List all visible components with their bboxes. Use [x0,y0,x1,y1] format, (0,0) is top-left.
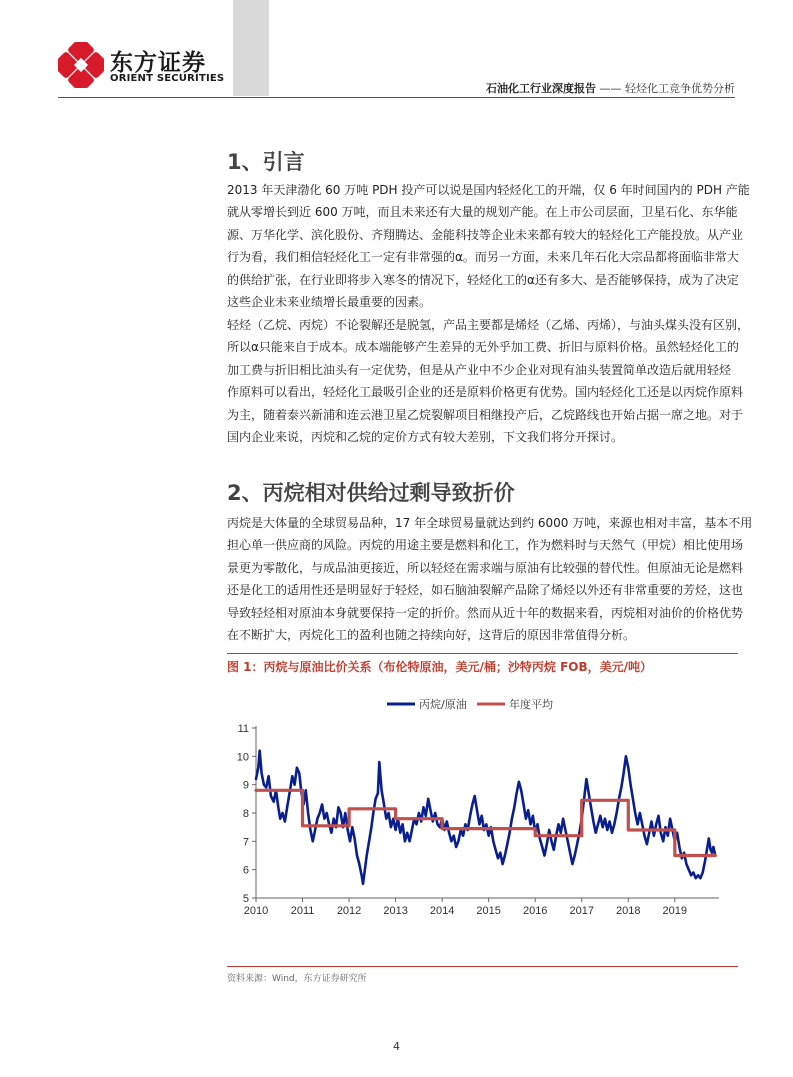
text-line: 就从零增长到近 600 万吨，而且未来还有大量的规划产能。在上市公司层面，卫星石化、东华能 [227,205,738,220]
y-tick-label: 7 [242,836,249,849]
text-line: 所以α只能来自于成本。成本端能够产生差异的无外乎加工费、折旧与原料价格。虽然轻烃化工的 [227,340,739,355]
legend-label-average: 年度平均 [509,698,553,711]
x-tick-label: 2014 [429,905,455,917]
logo-chinese-name: 东方证券 [110,50,206,76]
text-line: 行为看，我们相信轻烃化工一定有非常强的α。而另一方面，未来几年石化大宗品都将面临非常大 [227,250,739,265]
text-line: 担心单一供应商的风险。丙烷的用途主要是燃料和化工，作为燃料时与天然气（甲烷）相比使用场 [227,538,744,553]
propane-oil-ratio-chart [227,688,738,963]
x-tick-label: 2012 [336,905,362,917]
x-tick-label: 2016 [522,905,548,917]
figure-source: 资料来源：Wind，东方证券研究所 [227,974,367,984]
x-tick-label: 2010 [243,905,269,917]
text-line: 轻烃（乙烷、丙烷）不论裂解还是脱氢，产品主要都是烯烃（乙烯、丙烯），与油头煤头没有区别， [227,318,750,332]
section-2-paragraph [227,512,753,646]
section-1-paragraph-1 [227,179,750,313]
figure-top-rule [227,653,738,654]
text-line: 国内企业来说，丙烷和乙烷的定价方式有较大差别，下文我们将分开探讨。 [227,429,624,444]
text-line: 还是化工的适用性还是明显好于轻烃，如石脑油裂解产品除了烯烃以外还有非常重要的芳烃，这也 [227,583,744,598]
text-line: 加工费与折旧相比油头有一定优势，但是从产业中不少企业对现有油头装置简单改造后就用轻烃 [227,362,732,377]
x-tick-label: 2015 [476,905,501,917]
y-tick-label: 10 [236,751,249,764]
text-line: 在不断扩大，丙烷化工的盈利也随之持续向好，这背后的原因非常值得分析。 [227,627,636,642]
header-separator: —— [599,82,622,95]
section-1-paragraph-2 [227,314,750,448]
y-tick-label: 11 [237,723,249,735]
text-line: 的供给扩张，在行业即将步入寒冬的情况下，轻烃化工的α还有多大、是否能够保持，成为了决定 [227,272,739,287]
header-gray-bar [233,0,269,96]
x-tick-label: 2019 [662,905,688,917]
y-tick-label: 8 [242,808,249,820]
x-tick-label: 2018 [616,905,641,917]
figure-bottom-rule [227,966,738,967]
page-number: 4 [393,1040,400,1053]
section-1-heading: 1、引言 [227,150,305,174]
x-tick-label: 2013 [383,905,408,917]
x-tick-label: 2017 [569,905,594,917]
y-tick-label: 9 [242,779,249,792]
propane-oil-ratio-line [256,751,715,884]
header-divider [58,97,735,98]
y-tick-label: 6 [242,864,249,877]
report-type: 石油化工行业深度报告 [486,82,596,95]
text-line: 这些企业未来业绩增长最重要的因素。 [227,294,432,309]
report-topic: 轻烃化工竞争优势分析 [625,82,735,95]
legend-label-ratio: 丙烷/原油 [419,698,467,711]
text-line: 源、万华化学、滨化股份、齐翔腾达、金能科技等企业未来都有较大的轻烃化工产能投放。从产业 [227,227,744,242]
text-line: 作原料可以看出，轻烃化工最吸引企业的还是原料价格更有优势。国内轻烃化工还是以丙烷作原料 [227,385,744,400]
annual-average-line [256,790,715,855]
company-logo [58,40,228,96]
figure-title: 图 1：丙烷与原油比价关系（布伦特原油，美元/桶；沙特丙烷 FOB，美元/吨） [227,660,653,674]
logo-english-name: ORIENT SECURITIES [110,73,225,84]
y-tick-label: 5 [242,893,249,905]
section-2-heading: 2、丙烷相对供给过剩导致折价 [227,481,515,505]
x-tick-label: 2011 [290,905,315,917]
text-line: 丙烷是大体量的全球贸易品种，17 年全球贸易量就达到约 6000 万吨，来源也相对丰富，基本不用 [227,516,753,530]
text-line: 为主，随着泰兴新浦和连云港卫星乙烷裂解项目相继投产后，乙烷路线也开始占据一席之地。对于 [227,407,744,422]
orient-logo-icon [58,42,104,88]
text-line: 导致轻烃相对原油本身就要保持一定的折价。然而从近十年的数据来看，丙烷相对油价的价格优势 [227,605,744,620]
report-header [486,80,735,96]
text-line: 景更为零散化，与成品油更接近，所以轻烃在需求端与原油有比较强的替代性。但原油无论是燃料 [227,560,744,575]
text-line: 2013 年天津渤化 60 万吨 PDH 投产可以说是国内轻烃化工的开端，仅 6 年时间国内的 PDH 产能 [227,183,750,197]
